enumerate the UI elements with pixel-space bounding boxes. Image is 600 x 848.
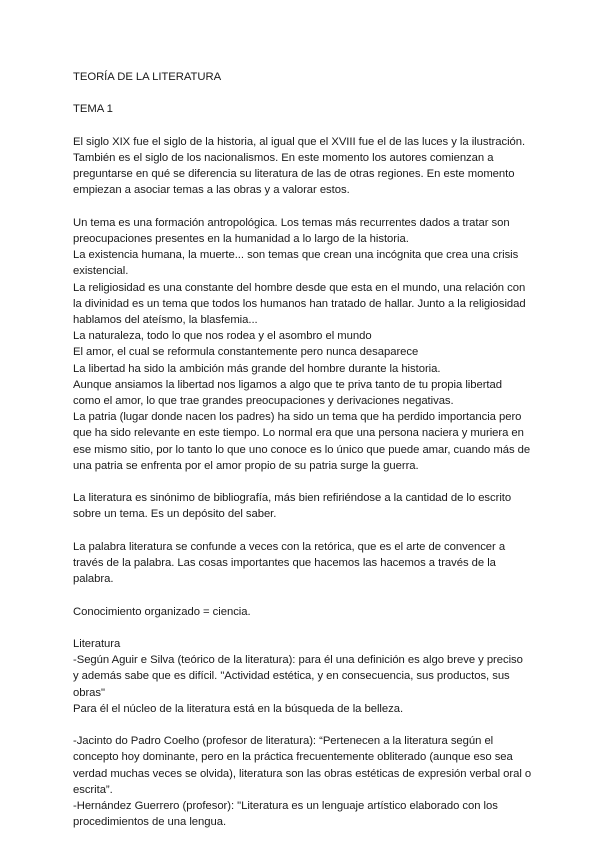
text-line: través de la palabra. Las cosas importantes que hacemos las hacemos a través de la <box>73 557 496 570</box>
text-line: La existencia humana, la muerte... son temas que crean una incógnita que crea una crisis <box>73 249 519 262</box>
text-line: palabra. <box>73 573 114 586</box>
text-line: preguntarse en qué se diferencia su literatura de las de otras regiones. En este momento <box>73 168 515 181</box>
text-line: -Según Aguir e Silva (teórico de la literatura): para él una definición es algo breve y preciso <box>73 654 523 667</box>
text-line: La palabra literatura se confunde a veces con la retórica, que es el arte de convencer a <box>73 540 506 553</box>
text-line: La libertad ha sido la ambición más grande del hombre durante la historia. <box>73 362 441 375</box>
document-subtitle: TEMA 1 <box>73 103 113 116</box>
spacer <box>73 620 528 636</box>
spacer <box>73 85 528 101</box>
text-line: Para él el núcleo de la literatura está en la búsqueda de la belleza. <box>73 702 404 715</box>
text-line: Aunque ansiamos la libertad nos ligamos a algo que te priva tanto de tu propia libertad <box>73 378 502 391</box>
text-line: Literatura <box>73 638 121 650</box>
text-line: La religiosidad es una constante del hombre desde que esta en el mundo, una relación con <box>73 281 526 294</box>
text-line: obras" <box>73 686 105 699</box>
text-line: procedimientos de una lengua. <box>73 816 227 829</box>
text-line: concepto hoy dominante, pero en la práctica frecuentemente obliterado (aunque eso sea <box>73 751 513 764</box>
text-line: -Hernández Guerrero (profesor): "Literatura es un lenguaje artístico elaborado con los <box>73 800 498 813</box>
paragraph-temas <box>73 215 531 474</box>
text-line: como el amor, lo que trae grandes preocupaciones y derivaciones negativas. <box>73 395 454 408</box>
text-line: La patria (lugar donde nacen los padres) ha sido un tema que ha perdido importancia pero <box>73 411 522 424</box>
paragraph-coelho-guerrero <box>73 733 532 830</box>
text-line: que ha sido relevante en este tiempo. Lo normal era que una persona naciera y muriera en <box>73 427 524 440</box>
spacer <box>73 717 528 733</box>
paragraph-retorica <box>73 539 528 588</box>
paragraph-bibliografia <box>73 490 528 522</box>
document-title: TEORÍA DE LA LITERATURA <box>73 71 222 83</box>
spacer <box>73 118 528 134</box>
text-line: ese mismo sitio, por lo tanto lo que uno conoce es lo único que puede amar, cuando más de <box>73 443 531 456</box>
text-line: La naturaleza, todo lo que nos rodea y el asombro el mundo <box>73 330 372 343</box>
text-line: la divinidad es un tema que todos los humanos han tratado de hallar. Junto a la religiosidad <box>73 297 526 310</box>
paragraph-literatura-definiciones <box>73 636 528 717</box>
text-line: La literatura es sinónimo de bibliografía, más bien refiriéndose a la cantidad de lo escrito <box>73 492 512 505</box>
text-line: Conocimiento organizado = ciencia. <box>73 605 251 618</box>
spacer <box>73 199 528 215</box>
text-line: preocupaciones presentes en la humanidad a lo largo de la historia. <box>73 232 409 245</box>
text-line: El amor, el cual se reformula constantemente pero nunca desaparece <box>73 346 419 359</box>
text-line: verdad muchas veces se olvida), literatura son las obras estéticas de expresión verbal oral o <box>73 767 532 780</box>
text-line: Un tema es una formación antropológica. Los temas más recurrentes dados a tratar son <box>73 216 510 229</box>
text-line: empiezan a asociar temas a las obras y a valorar estos. <box>73 184 350 197</box>
text-line: -Jacinto do Padro Coelho (profesor de literatura): “Pertenecen a la literatura según el <box>73 735 494 748</box>
spacer <box>73 587 528 603</box>
text-line: El siglo XIX fue el siglo de la historia, al igual que el XVIII fue el de las luces y la ilustración. <box>73 135 526 148</box>
text-line: existencial. <box>73 265 129 278</box>
document-body <box>73 69 532 830</box>
paragraph-siglo-xix <box>73 134 528 199</box>
spacer <box>73 474 528 490</box>
text-line: una patria se enfrenta por el amor propio de su patria surge la guerra. <box>73 459 419 472</box>
text-line: También es el siglo de los nacionalismos. En este momento los autores comienzan a <box>73 151 494 164</box>
text-line: sobre un tema. Es un depósito del saber. <box>73 508 277 521</box>
text-line: hablamos del ateísmo, la blasfemia... <box>73 314 258 326</box>
paragraph-ciencia <box>73 604 528 620</box>
spacer <box>73 523 528 539</box>
text-line: escrita”. <box>73 783 113 796</box>
text-line: y además sabe que es difícil. "Actividad estética, y en consecuencia, sus productos, sus <box>73 670 510 683</box>
